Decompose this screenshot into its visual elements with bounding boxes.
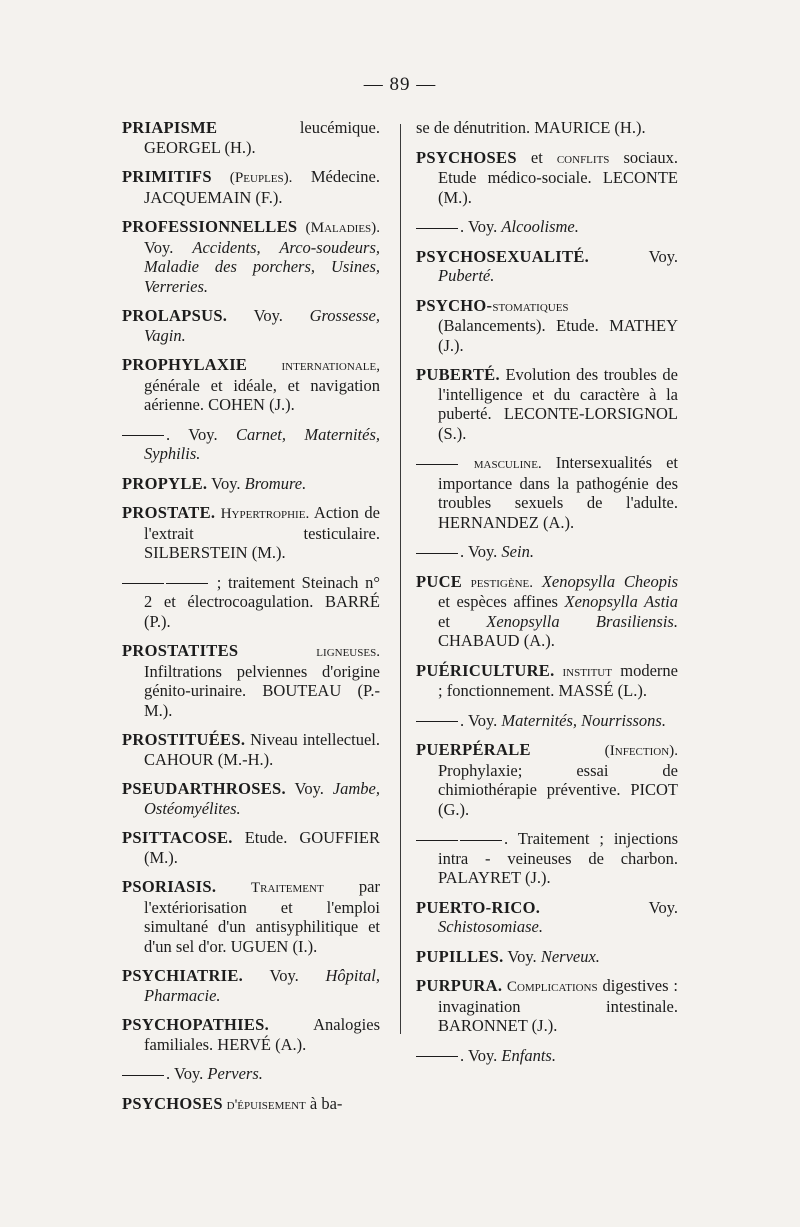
index-entry [122,779,380,818]
entry-subheading: pestigène. [462,573,534,591]
entry-headword: PSYCHOSEXUALITÉ. [416,246,590,266]
right-column [416,118,678,1075]
entry-text: et [516,147,557,167]
index-entry [416,572,678,651]
index-entry [416,711,678,731]
index-entry [122,966,380,1005]
entry-text: Analogies familiales. HERVÉ (A.). [144,1015,380,1054]
index-entry [122,641,380,720]
ditto-dash [122,1075,164,1076]
entry-text: leucémique. GEORGEL (H.). [144,118,380,157]
entry-subheading: (Infection). [530,742,678,759]
index-entry [416,661,678,701]
entry-text: Prophylaxie; essai de chimiothérapie préventive. PICOT (G.). [438,760,678,819]
entry-text: Voy. [540,897,678,917]
entry-text: et espèces affines [438,592,565,611]
page-number: — 89 — [363,74,437,95]
entry-subheading: internationale, [247,357,380,374]
ditto-dash [122,583,164,584]
entry-reference: Schistosomiase. [438,917,543,936]
entry-text [533,572,542,591]
ditto-dash [416,228,458,229]
entry-headword: PSYCHOPATHIES. [122,1015,270,1034]
index-entry [416,740,678,819]
ditto-dash [122,435,164,436]
entry-subheading: (Peuples). [211,169,293,186]
entry-headword: PUÉRICULTURE. [416,660,555,680]
entry-subheading: Complications [502,978,598,995]
ditto-dash [416,721,458,722]
entry-headword: PSYCHIATRIE. [122,966,244,985]
entry-text: Voy. [207,473,245,493]
entry-text: générale et idéale, et navigation aérienne. COHEN (J.). [144,375,380,414]
entry-reference: Carnet, Maternités, Syphilis. [144,424,381,463]
entry-text: moderne ; fonctionnement. MASSÉ (L.). [438,660,678,700]
entry-text: Voy. [589,246,678,266]
ditto-dash [416,464,458,465]
index-entry [416,118,678,138]
entry-subheading: ligneuses. [238,643,380,660]
entry-text: digestives : invagination intestinale. BARONNET (J.). [438,976,678,1035]
entry-headword: PUBERTÉ. [416,365,500,384]
index-entry [122,1015,380,1054]
ditto-dash [166,583,208,584]
left-column [122,118,380,1124]
index-entry [416,542,678,562]
entry-subheading: (Maladies). [297,219,380,236]
entry-text: à ba- [305,1093,343,1113]
index-entry [416,148,678,208]
entry-text: Voy. [243,966,326,985]
entry-text: Etude. GOUFFIER (M.). [144,828,380,867]
index-entry [122,877,380,956]
index-entry [416,217,678,237]
entry-text: . Voy. [460,1045,502,1065]
entry-headword: PSYCHOSES [416,147,517,167]
entry-reference: Hôpital, Pharmacie. [144,966,380,1005]
entry-headword: PSEUDARTHROSES. [122,779,286,798]
index-entry [122,474,380,494]
index-entry [122,355,380,415]
ditto-dash [460,840,502,841]
entry-text: se de dénutrition. MAURICE (H.). [416,118,646,137]
entry-reference: Xenopsylla Cheopis [541,571,678,591]
entry-reference: Nerveux. [540,946,600,966]
entry-text: ; traitement Steinach n° 2 et électrocoagulation. BARRÉ (P.). [144,572,380,631]
index-entry [416,898,678,937]
entry-text: Niveau intellectuel. CAHOUR (M.-H.). [144,730,380,769]
entry-headword: PROSTITUÉES. [122,730,246,749]
entry-text: . Voy. [166,1064,208,1083]
entry-text: Intersexualités et importance dans la pathogénie des troubles sexuels de l'adulte. HERNANDEZ (A.). [438,453,678,532]
index-entry [122,828,380,867]
entry-text: . Voy. [460,710,502,730]
entry-text: par l'extériorisation et l'emploi simultané d'un antisyphilitique et d'un sel d'or. UGUEN (I.). [144,877,380,956]
index-entry [122,217,380,296]
entry-text: . Traitement ; injections intra - veineuses de charbon. PALAYRET (J.). [438,829,678,887]
entry-text: . Voy. [460,217,502,236]
entry-subheading: masculine. [460,455,542,472]
entry-reference: Xenopsylla Astia [564,592,679,611]
entry-headword: PSYCHOSES [122,1093,223,1113]
entry-text: Voy. [144,237,193,257]
entry-reference: Grossesse, Vagin. [144,306,380,345]
entry-text: CHABAUD (A.). [438,631,555,650]
index-entry [122,730,380,769]
index-entry [122,1064,380,1084]
entry-headword: PUERPÉRALE [416,740,531,759]
entry-text: Voy. [227,306,310,325]
entry-headword: PSORIASIS. [122,877,217,896]
entry-text: . Voy. [460,542,502,561]
entry-subheading: institut [554,662,612,680]
entry-reference: Xenopsylla Brasiliensis. [486,611,678,631]
index-entry [122,167,380,207]
entry-headword: PRIAPISME [122,118,218,137]
entry-headword: PROFESSIONNELLES [122,217,298,236]
ditto-dash [416,553,458,554]
entry-headword: PROPYLE. [122,473,208,493]
entry-subheading: d'épuisement [222,1095,306,1113]
entry-text: Action de l'extrait testiculaire. SILBERSTEIN (M.). [144,503,380,562]
entry-text: et [438,611,487,631]
entry-text: Evolution des troubles de l'intelligence et du caractère à la puberté. LECONTE-LORSIGNOL (S.). [438,365,678,443]
entry-reference: Bromure. [244,473,307,493]
entry-subheading: Traitement [216,879,324,896]
index-entry [416,947,678,967]
entry-text: Infiltrations pelviennes d'origine génito-urinaire. BOUTEAU (P.-M.). [144,661,380,720]
entry-reference: Pervers. [207,1064,263,1083]
index-entry [122,306,380,345]
index-entry [122,118,380,157]
entry-text: Voy. [503,946,541,966]
entry-headword: PUPILLES. [416,946,504,966]
entry-headword: PUCE [416,571,463,591]
index-entry [416,1046,678,1066]
entry-headword: PURPURA. [416,976,503,995]
index-entry [416,453,678,532]
entry-text: Voy. [285,779,333,798]
entry-headword: PROLAPSUS. [122,306,228,325]
entry-headword: PRIMITIFS [122,167,212,186]
entry-text: . Voy. [166,424,237,444]
entry-text: Médecine. JACQUEMAIN (F.). [144,167,380,207]
entry-headword: PSITTACOSE. [122,828,233,847]
entry-subheading: stomatiques [492,297,569,315]
index-entry [416,829,678,888]
entry-reference: Puberté. [438,266,495,285]
entry-text: sociaux. Etude médico-sociale. LECONTE (M.). [438,147,678,207]
index-entry [122,573,380,632]
index-entry [416,976,678,1036]
ditto-dash [416,840,458,841]
ditto-dash [416,1056,458,1057]
entry-reference: Accidents, Arco-soudeurs, Maladie des porchers, Usines, Verreries. [144,237,381,296]
column-divider [400,124,401,1034]
entry-headword: PSYCHO- [416,295,493,315]
index-entry [122,425,380,464]
index-entry [416,296,678,356]
entry-reference: Enfants. [501,1045,556,1065]
index-entry [416,247,678,286]
entry-headword: PUERTO-RICO. [416,897,541,917]
index-entry [122,1094,380,1115]
entry-subheading: Hypertrophie. [215,505,310,522]
entry-headword: PROPHYLAXIE [122,355,248,374]
entry-reference: Jambe, Ostéomyélites. [144,779,380,818]
index-entry [416,365,678,443]
index-entry [122,503,380,563]
entry-reference: Maternités, Nourrissons. [501,710,666,730]
entry-reference: Sein. [501,542,534,561]
entry-text: (Balancements). Etude. MATHEY (J.). [438,316,678,355]
entry-headword: PROSTATE. [122,503,216,522]
entry-subheading: conflits [556,149,610,167]
entry-headword: PROSTATITES [122,641,239,660]
entry-reference: Alcoolisme. [501,217,579,236]
